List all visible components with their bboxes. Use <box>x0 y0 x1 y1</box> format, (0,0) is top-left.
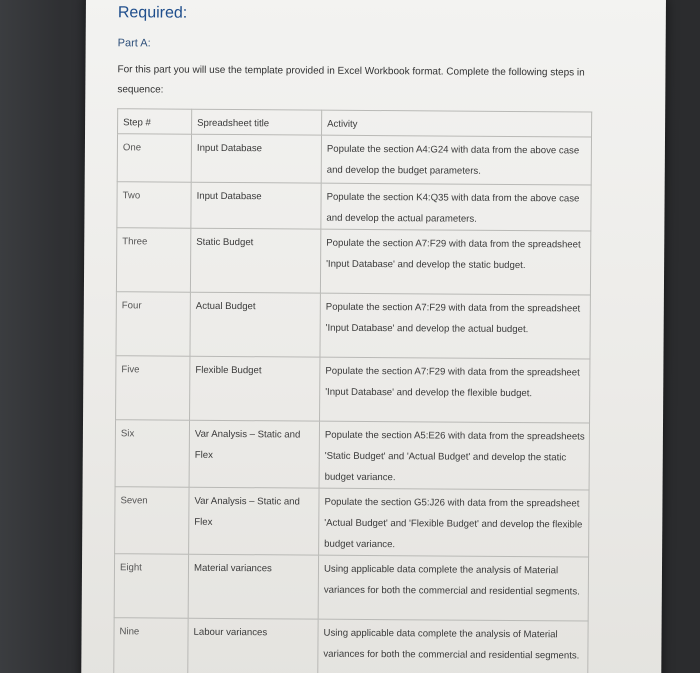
activity-cell: Populate the section K4:Q35 with data from the above case and develop the actual parameters. <box>321 183 591 231</box>
step-cell: Five <box>116 356 190 421</box>
activity-cell: Populate the section A7:F29 with data from the spreadsheet 'Input Database' and develop the actual budget. <box>320 293 590 359</box>
step-cell: Three <box>116 228 190 293</box>
step-cell: Seven <box>115 487 189 555</box>
sheet-cell: Labour variances <box>188 618 318 673</box>
sheet-cell: Material variances <box>188 554 318 619</box>
header-step: Step # <box>118 109 192 135</box>
steps-table <box>113 108 592 673</box>
sheet-cell: Actual Budget <box>190 292 320 357</box>
sheet-cell: Var Analysis – Static and Flex <box>189 420 319 488</box>
table-header-row <box>118 109 592 137</box>
activity-cell: Populate the section A7:F29 with data from the spreadsheet 'Input Database' and develop the static budget. <box>320 229 590 295</box>
sheet-cell: Static Budget <box>190 228 320 293</box>
activity-cell: Using applicable data complete the analysis of Material variances for both the commercial and residential segments. <box>318 619 588 673</box>
page-heading: Required: <box>117 4 188 22</box>
document-page <box>81 0 666 673</box>
step-cell: Eight <box>114 554 188 619</box>
step-cell: Nine <box>114 618 188 673</box>
step-cell: Four <box>116 292 190 357</box>
intro-text: For this part you will use the template provided in Excel Workbook format. Complete the following steps in sequence: <box>117 64 585 96</box>
table-row <box>116 228 590 295</box>
step-cell: Two <box>117 182 191 229</box>
step-cell: Six <box>115 420 189 488</box>
activity-cell: Populate the section A7:F29 with data from the spreadsheet 'Input Database' and develop the flexible budget. <box>320 357 590 423</box>
table-row <box>117 182 591 231</box>
sheet-cell: Var Analysis – Static and Flex <box>189 487 319 555</box>
header-title: Spreadsheet title <box>192 109 322 135</box>
table-row <box>114 618 588 673</box>
activity-cell: Populate the section A4:G24 with data from the above case and develop the budget parameters. <box>321 135 591 185</box>
header-activity: Activity <box>322 110 592 137</box>
activity-cell: Populate the section A5:E26 with data from the spreadsheets 'Static Budget' and 'Actual Budget' and develop the static budget variance. <box>319 421 589 490</box>
sheet-cell: Input Database <box>191 134 321 183</box>
sheet-cell: Input Database <box>191 182 321 229</box>
table-row <box>115 487 589 557</box>
sheet-cell: Flexible Budget <box>190 356 320 421</box>
table-row <box>114 554 588 621</box>
table-row <box>116 356 590 423</box>
table-row <box>116 292 590 359</box>
table-row <box>115 420 589 490</box>
activity-cell: Populate the section G5:J26 with data from the spreadsheet 'Actual Budget' and 'Flexible Budget' and develop the flexible budget variance. <box>319 488 589 557</box>
step-cell: One <box>117 134 191 183</box>
activity-cell: Using applicable data complete the analysis of Material variances for both the commercial and residential segments. <box>318 555 588 621</box>
table-row <box>117 134 591 185</box>
part-label: Part A: <box>117 37 151 50</box>
